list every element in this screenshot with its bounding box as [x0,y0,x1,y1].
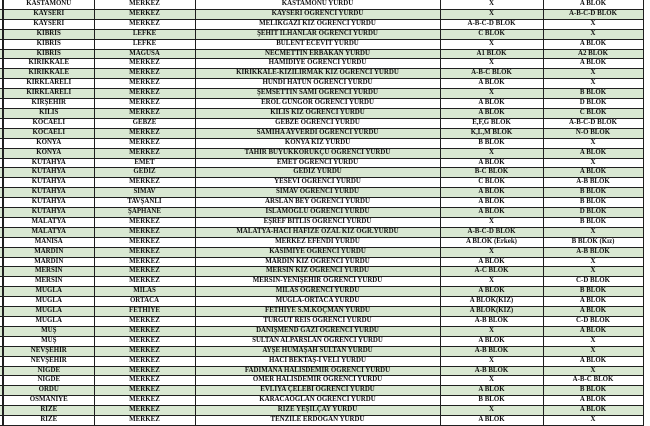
table-row [0,49,643,59]
block-column-b-cell: A BLOK [543,307,643,317]
district-cell: LEFKE [94,29,195,39]
province-cell: RİZE [3,406,94,416]
province-cell: KONYA [3,148,94,158]
dorm-name-cell: SİMAV ÖĞRENCİ YURDU [195,188,440,198]
province-cell: KOCAELİ [3,128,94,138]
dorm-name-cell: KİLİS KIZ ÖĞRENCİ YURDU [195,108,440,118]
block-column-b-cell: B BLOK [543,198,643,208]
district-cell: FETHİYE [94,307,195,317]
district-cell: MERKEZ [94,138,195,148]
block-column-a-cell: X [440,89,543,99]
table-row [0,158,643,168]
district-cell: GEDİZ [94,168,195,178]
district-cell: MERKEZ [94,59,195,69]
dorm-name-cell: MERSİN-YENİŞEHİR ÖĞRENCİ YURDU [195,277,440,287]
block-column-b-cell: A-B BLOK [543,178,643,188]
province-cell: MUĞLA [3,287,94,297]
dorm-name-cell: MARDİN KIZ ÖĞRENCİ YURDU [195,257,440,267]
district-cell: MERKEZ [94,89,195,99]
block-column-b-cell: A BLOK [543,39,643,49]
province-cell: MARDİN [3,257,94,267]
table-row [0,287,643,297]
dorm-name-cell: KAYSERİ ÖĞRENCİ YURDU [195,9,440,19]
table-row [0,108,643,118]
dorm-name-cell: EVLİYA ÇELEBİ ÖĞRENCİ YURDU [195,386,440,396]
dorm-name-cell: HACI BEKTAŞ-I VELİ YURDU [195,356,440,366]
block-column-a-cell: A-B BLOK [440,346,543,356]
block-column-a-cell: A BLOK [440,188,543,198]
block-column-b-cell: B BLOK (Kız) [543,237,643,247]
dorm-name-cell: FADİMANA HALİSDEMİR ÖĞRENCİ YURDU [195,366,440,376]
block-column-a-cell: A BLOK [440,79,543,89]
table-row [0,307,643,317]
block-column-a-cell: A-C BLOK [440,267,543,277]
district-cell: MERKEZ [94,317,195,327]
block-column-a-cell: A-B-C BLOK [440,69,543,79]
table-row [0,277,643,287]
district-cell: LEFKE [94,39,195,49]
block-column-b-cell: X [543,267,643,277]
province-cell: KOCAELİ [3,118,94,128]
block-column-b-cell: X [543,366,643,376]
block-column-a-cell: A1 BLOK [440,49,543,59]
table-row [0,198,643,208]
dorm-name-cell: KONYA KIZ YURDU [195,138,440,148]
block-column-b-cell: A-B-C-D BLOK [543,9,643,19]
block-column-b-cell: A-B-C-D BLOK [543,118,643,128]
table-row [0,406,643,416]
province-cell: NEVŞEHİR [3,346,94,356]
province-cell: MUĞLA [3,307,94,317]
table-row [0,39,643,49]
district-cell: MERKEZ [94,128,195,138]
table-row [0,317,643,327]
province-cell: KONYA [3,138,94,148]
province-cell: MUĞLA [3,317,94,327]
block-column-a-cell: A BLOK [440,198,543,208]
district-cell: MERKEZ [94,69,195,79]
table-row [0,9,643,19]
table-row [0,257,643,267]
district-cell: MERKEZ [94,396,195,406]
district-cell: MERKEZ [94,247,195,257]
district-cell: MERKEZ [94,178,195,188]
block-column-a-cell: C BLOK [440,29,543,39]
table-row [0,396,643,406]
dorm-name-cell: DANİŞMEND GAZİ ÖĞRENCİ YURDU [195,326,440,336]
block-column-b-cell: D BLOK [543,99,643,109]
block-column-a-cell: A BLOK(KIZ) [440,307,543,317]
district-cell: MERKEZ [94,406,195,416]
dorm-name-cell: EMET ÖĞRENCİ YURDU [195,158,440,168]
block-column-a-cell: X [440,148,543,158]
dorm-name-cell: MİLAS ÖĞRENCİ YURDU [195,287,440,297]
block-column-a-cell: X [440,326,543,336]
block-column-b-cell: X [543,69,643,79]
block-column-b-cell: X [543,158,643,168]
block-column-a-cell: A-B-C-D BLOK [440,227,543,237]
dorm-name-cell: EROL GÜNGÖR ÖĞRENCİ YURDU [195,99,440,109]
block-column-b-cell: B BLOK [543,217,643,227]
district-cell: MERKEZ [94,237,195,247]
district-cell: MERKEZ [94,326,195,336]
dorm-name-cell: MUĞLA-ORTACA YURDU [195,297,440,307]
block-column-b-cell: A BLOK [543,297,643,307]
dorm-name-cell: SULTAN ALPARSLAN ÖĞRENCİ YURDU [195,336,440,346]
province-cell: KIBRIS [3,39,94,49]
district-cell: MERKEZ [94,79,195,89]
province-cell: MALATYA [3,217,94,227]
block-column-a-cell: A BLOK [440,257,543,267]
table-row [0,336,643,346]
table-row [0,297,643,307]
district-cell: MERKEZ [94,416,195,426]
dorm-name-cell: AYŞE HÜMAŞAH SULTAN YURDU [195,346,440,356]
block-column-a-cell: A BLOK [440,386,543,396]
block-column-a-cell: C BLOK [440,178,543,188]
district-cell: MERKEZ [94,376,195,386]
block-column-b-cell: A-B-C BLOK [543,376,643,386]
province-cell: KÜTAHYA [3,188,94,198]
block-column-a-cell: X [440,217,543,227]
province-cell: KIBRIS [3,49,94,59]
dorm-name-cell: MALATYA-HACI HAFİZE ÖZAL KIZ ÖĞR.YURDU [195,227,440,237]
dorm-name-cell: KIRIKKALE-KIZILIRMAK KIZ ÖĞRENCİ YURDU [195,69,440,79]
block-column-b-cell: C-D BLOK [543,277,643,287]
block-column-b-cell: A BLOK [543,148,643,158]
province-cell: KİLİS [3,108,94,118]
dorm-name-cell: ŞEHİT İLHANLAR ÖĞRENCİ YURDU [195,29,440,39]
province-cell: KÜTAHYA [3,168,94,178]
table-row [0,99,643,109]
block-column-a-cell: A BLOK [440,158,543,168]
dorm-name-cell: KASIMİYE ÖĞRENCİ YURDU [195,247,440,257]
block-column-a-cell: K,L,M BLOK [440,128,543,138]
block-column-a-cell: B-C BLOK [440,168,543,178]
block-column-a-cell: A BLOK (Erkek) [440,237,543,247]
table-row [0,59,643,69]
dorm-name-cell: ÖMER HALİSDEMİR ÖĞRENCİ YURDU [195,376,440,386]
dorm-name-cell: SAMİHA AYVERDİ ÖĞRENCİ YURDU [195,128,440,138]
table-row [0,227,643,237]
block-column-b-cell: C-D BLOK [543,317,643,327]
dorm-name-cell: HAMİDİYE ÖĞRENCİ YURDU [195,59,440,69]
dorm-name-cell: HUNDİ HATUN ÖĞRENCİ YURDU [195,79,440,89]
block-column-b-cell: A-B BLOK [543,247,643,257]
table-row [0,416,643,426]
province-cell: KIRŞEHİR [3,99,94,109]
block-column-a-cell: A BLOK [440,108,543,118]
table-row [0,138,643,148]
province-cell: KAYSERİ [3,9,94,19]
block-column-a-cell: X [440,9,543,19]
dorm-name-cell: GEDİZ YURDU [195,168,440,178]
block-column-a-cell: E,F,G BLOK [440,118,543,128]
block-column-a-cell: X [440,356,543,366]
district-cell: MERKEZ [94,9,195,19]
province-cell: OSMANİYE [3,396,94,406]
dorm-name-cell: YESEVİ ÖĞRENCİ YURDU [195,178,440,188]
province-cell: ORDU [3,386,94,396]
province-cell: KIRKLARELİ [3,89,94,99]
dorm-name-cell: KARACAOĞLAN ÖĞRENCİ YURDU [195,396,440,406]
dorm-name-cell: NECMETTİN ERBAKAN YURDU [195,49,440,59]
block-column-b-cell: A BLOK [543,356,643,366]
province-cell: MARDİN [3,247,94,257]
table-row [0,188,643,198]
block-column-b-cell: A BLOK [543,396,643,406]
block-column-b-cell: D BLOK [543,208,643,218]
table-row [0,178,643,188]
table-row [0,346,643,356]
table-row [0,79,643,89]
block-column-b-cell: A BLOK [543,59,643,69]
district-cell: EMET [94,158,195,168]
province-cell: MALATYA [3,227,94,237]
block-column-b-cell: X [543,346,643,356]
block-column-b-cell: B BLOK [543,188,643,198]
province-cell: KASTAMONU [3,0,94,9]
district-cell: MERKEZ [94,19,195,29]
table-row [0,247,643,257]
table-row [0,267,643,277]
province-cell: MUŞ [3,336,94,346]
block-column-a-cell: X [440,59,543,69]
block-column-b-cell: X [543,19,643,29]
dorm-name-cell: BÜLENT ECEVİT YURDU [195,39,440,49]
district-cell: SİMAV [94,188,195,198]
district-cell: MERKEZ [94,366,195,376]
district-cell: MERKEZ [94,356,195,366]
district-cell: TAVŞANLI [94,198,195,208]
province-cell: MERSİN [3,267,94,277]
district-cell: MERKEZ [94,336,195,346]
table-row [0,376,643,386]
dorm-name-cell: FETHİYE S.M.KOÇMAN YURDU [195,307,440,317]
province-cell: KÜTAHYA [3,178,94,188]
province-cell: MERSİN [3,277,94,287]
district-cell: MERKEZ [94,0,195,9]
dorm-name-cell: GEBZE ÖĞRENCİ YURDU [195,118,440,128]
block-column-a-cell: A-B-C-D BLOK [440,19,543,29]
block-column-b-cell: B BLOK [543,287,643,297]
dorm-name-cell: RİZE YEŞİLÇAY YURDU [195,406,440,416]
table-row [0,366,643,376]
province-cell: KÜTAHYA [3,158,94,168]
block-column-a-cell: X [440,247,543,257]
dorm-name-cell: MERSİN KIZ ÖĞRENCİ YURDU [195,267,440,277]
block-column-b-cell: A BLOK [543,168,643,178]
dorm-name-cell: KASTAMONU YURDU [195,0,440,9]
block-column-b-cell: A BLOK [543,406,643,416]
province-cell: MUŞ [3,326,94,336]
block-column-b-cell: X [543,29,643,39]
province-cell: KÜTAHYA [3,198,94,208]
block-column-b-cell: A BLOK [543,0,643,9]
block-column-a-cell: A BLOK [440,208,543,218]
dorm-name-cell: ŞEMSETTİN SAMİ ÖĞRENCİ YURDU [195,89,440,99]
block-column-b-cell: N-O BLOK [543,128,643,138]
province-cell: NEVŞEHİR [3,356,94,366]
block-column-b-cell: X [543,416,643,426]
block-column-a-cell: A-B BLOK [440,317,543,327]
table-row [0,326,643,336]
block-column-a-cell: A BLOK [440,336,543,346]
table-row [0,148,643,158]
district-cell: ORTACA [94,297,195,307]
district-cell: MERKEZ [94,346,195,356]
district-cell: MERKEZ [94,227,195,237]
district-cell: ŞAPHANE [94,208,195,218]
province-cell: KAYSERİ [3,19,94,29]
district-cell: MERKEZ [94,148,195,158]
province-cell: KIRIKKALE [3,59,94,69]
district-cell: MERKEZ [94,99,195,109]
table-row [0,89,643,99]
province-cell: KÜTAHYA [3,208,94,218]
block-column-a-cell: X [440,277,543,287]
table-row [0,118,643,128]
province-cell: KIRIKKALE [3,69,94,79]
table-row [0,237,643,247]
province-cell: NİĞDE [3,366,94,376]
table-row [0,29,643,39]
block-column-b-cell: X [543,138,643,148]
block-column-a-cell: X [440,39,543,49]
block-column-a-cell: A BLOK [440,287,543,297]
table-row [0,217,643,227]
district-cell: GEBZE [94,118,195,128]
block-column-a-cell: A-B BLOK [440,366,543,376]
block-column-b-cell: B BLOK [543,89,643,99]
block-column-b-cell: X [543,227,643,237]
block-column-a-cell: A BLOK(KIZ) [440,297,543,307]
table-row [0,356,643,366]
dorm-name-cell: TURGUT REİS ÖĞRENCİ YURDU [195,317,440,327]
table-row [0,128,643,138]
table-row [0,19,643,29]
district-cell: MERKEZ [94,386,195,396]
dorm-name-cell: TAHİR BÜYÜKKÖRÜKÇÜ ÖĞRENCİ YURDU [195,148,440,158]
table-row [0,0,643,9]
district-cell: MİLAS [94,287,195,297]
province-cell: KIRKLARELİ [3,79,94,89]
province-cell: MUĞLA [3,297,94,307]
block-column-a-cell: X [440,376,543,386]
dorm-name-cell: TENZİLE ERDOĞAN YURDU [195,416,440,426]
district-cell: MERKEZ [94,217,195,227]
province-cell: RİZE [3,416,94,426]
province-cell: MANİSA [3,237,94,247]
block-column-a-cell: B BLOK [440,138,543,148]
dorm-name-cell: MERKEZ EFENDİ YURDU [195,237,440,247]
block-column-b-cell: A BLOK [543,326,643,336]
district-cell: MERKEZ [94,257,195,267]
block-column-a-cell: X [440,0,543,9]
block-column-b-cell: X [543,257,643,267]
table-row [0,168,643,178]
block-column-a-cell: A BLOK [440,99,543,109]
block-column-b-cell: A2 BLOK [543,49,643,59]
block-column-a-cell: B BLOK [440,396,543,406]
block-column-a-cell: A BLOK [440,416,543,426]
province-cell: KIBRIS [3,29,94,39]
block-column-b-cell: X [543,336,643,346]
block-column-a-cell: X [440,406,543,416]
dorm-name-cell: ARSLAN BEY ÖĞRENCİ YURDU [195,198,440,208]
block-column-b-cell: C BLOK [543,108,643,118]
district-cell: MAGUSA [94,49,195,59]
province-cell: NİĞDE [3,376,94,386]
dorm-name-cell: EŞREF BİTLİS ÖĞRENCİ YURDU [195,217,440,227]
district-cell: MERKEZ [94,277,195,287]
block-column-b-cell: X [543,79,643,89]
block-column-b-cell: B BLOK [543,386,643,396]
dorm-name-cell: İSLAMOĞLU ÖĞRENCİ YURDU [195,208,440,218]
district-cell: MERKEZ [94,108,195,118]
district-cell: MERKEZ [94,267,195,277]
table-row [0,386,643,396]
table-row [0,69,643,79]
dorm-name-cell: MELİKGAZİ KIZ ÖĞRENCİ YURDU [195,19,440,29]
table-row [0,208,643,218]
